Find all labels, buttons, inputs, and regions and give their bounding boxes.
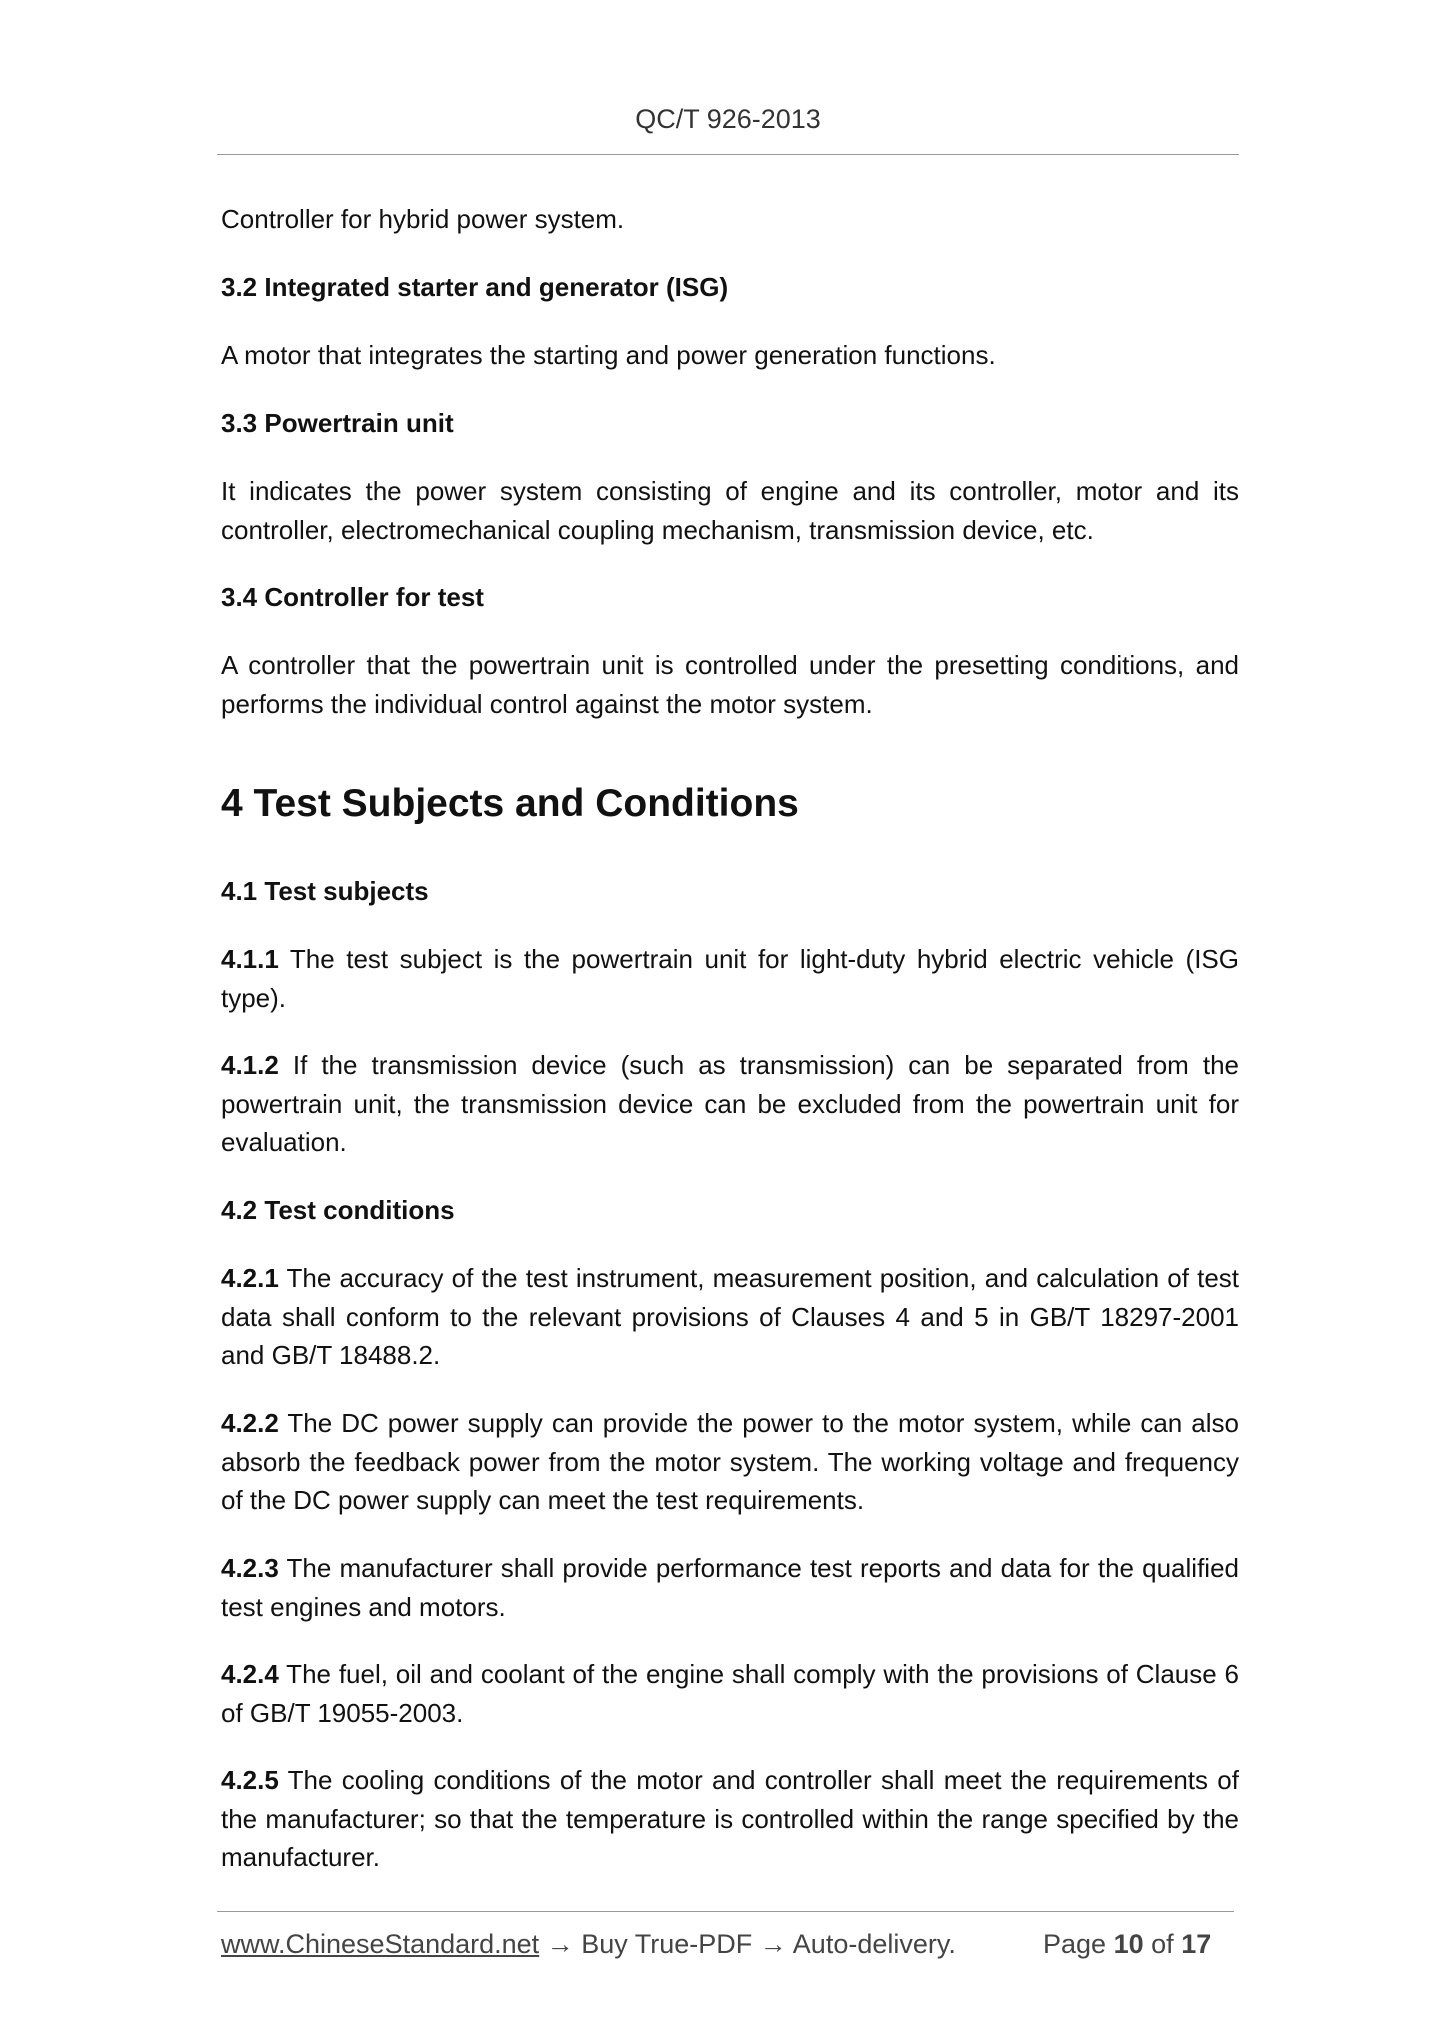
clause-4-2-2 <box>221 1404 1239 1520</box>
page-header: QC/T 926-2013 <box>635 104 821 134</box>
footer-divider <box>217 1911 1234 1912</box>
website-link[interactable]: www.ChineseStandard.net <box>221 1929 540 1959</box>
page-number-indicator <box>1043 1929 1211 1960</box>
clause-4-2-1 <box>221 1259 1239 1375</box>
clause-number: 4.2.5 <box>221 1765 279 1795</box>
clause-number: 4.2.4 <box>221 1659 279 1689</box>
total-page-count: 17 <box>1181 1929 1212 1959</box>
clause-number: 4.2.1 <box>221 1263 279 1293</box>
heading-3-2: 3.2 Integrated starter and generator (ISG) <box>221 272 729 302</box>
heading-4-2: 4.2 Test conditions <box>221 1195 455 1225</box>
clause-text: The test subject is the powertrain unit for light-duty hybrid electric vehicle (ISG type). <box>221 944 1239 1013</box>
heading-4-1: 4.1 Test subjects <box>221 876 429 906</box>
paragraph-3-2: A motor that integrates the starting and power generation functions. <box>221 340 996 370</box>
clause-number: 4.2.2 <box>221 1408 279 1438</box>
clause-number: 4.2.3 <box>221 1553 279 1583</box>
buy-true-pdf-text: Buy True-PDF <box>581 1929 753 1959</box>
heading-3-4: 3.4 Controller for test <box>221 582 484 612</box>
clause-4-2-3 <box>221 1549 1239 1626</box>
header-divider <box>217 154 1239 155</box>
paragraph-3-4: A controller that the powertrain unit is controlled under the presetting conditions, and performs the individual control against the motor system. <box>221 650 1239 719</box>
clause-4-2-5 <box>221 1761 1239 1877</box>
of-label: of <box>1151 1929 1174 1959</box>
footer-promo <box>221 1929 956 1960</box>
clause-4-2-4 <box>221 1655 1239 1732</box>
paragraph-3-1-definition: Controller for hybrid power system. <box>221 204 625 234</box>
clause-text: The manufacturer shall provide performance test reports and data for the qualified test engines and motors. <box>221 1553 1239 1622</box>
clause-text: The fuel, oil and coolant of the engine shall comply with the provisions of Clause 6 of GB/T 19055-2003. <box>221 1659 1239 1728</box>
paragraph-3-3: It indicates the power system consisting of engine and its controller, motor and its controller, electromechanical coupling mechanism, transmission device, etc. <box>221 476 1239 545</box>
clause-text: The cooling conditions of the motor and controller shall meet the requirements of the manufacturer; so that the temperature is controlled within the range specified by the manufacturer. <box>221 1765 1239 1872</box>
clause-text: The accuracy of the test instrument, measurement position, and calculation of test data shall conform to the relevant provisions of Clauses 4 and 5 in GB/T 18297-2001 and GB/T 18488.2. <box>221 1263 1239 1370</box>
current-page-number: 10 <box>1113 1929 1144 1959</box>
auto-delivery-text: Auto-delivery. <box>792 1929 956 1959</box>
arrow-right-icon: → <box>759 1929 787 1959</box>
clause-4-1-1 <box>221 940 1239 1017</box>
heading-section-4: 4 Test Subjects and Conditions <box>221 782 799 825</box>
page-label: Page <box>1043 1929 1107 1959</box>
clause-number: 4.1.2 <box>221 1050 279 1080</box>
heading-3-3: 3.3 Powertrain unit <box>221 408 454 438</box>
clause-text: If the transmission device (such as transmission) can be separated from the powertrain unit, the transmission device can be excluded from the powertrain unit for evaluation. <box>221 1050 1239 1157</box>
clause-text: The DC power supply can provide the power to the motor system, while can also absorb the feedback power from the motor system. The working voltage and frequency of the DC power supply can meet the test requirements. <box>221 1408 1239 1515</box>
arrow-right-icon: → <box>546 1929 574 1959</box>
clause-number: 4.1.1 <box>221 944 279 974</box>
clause-4-1-2 <box>221 1046 1239 1162</box>
